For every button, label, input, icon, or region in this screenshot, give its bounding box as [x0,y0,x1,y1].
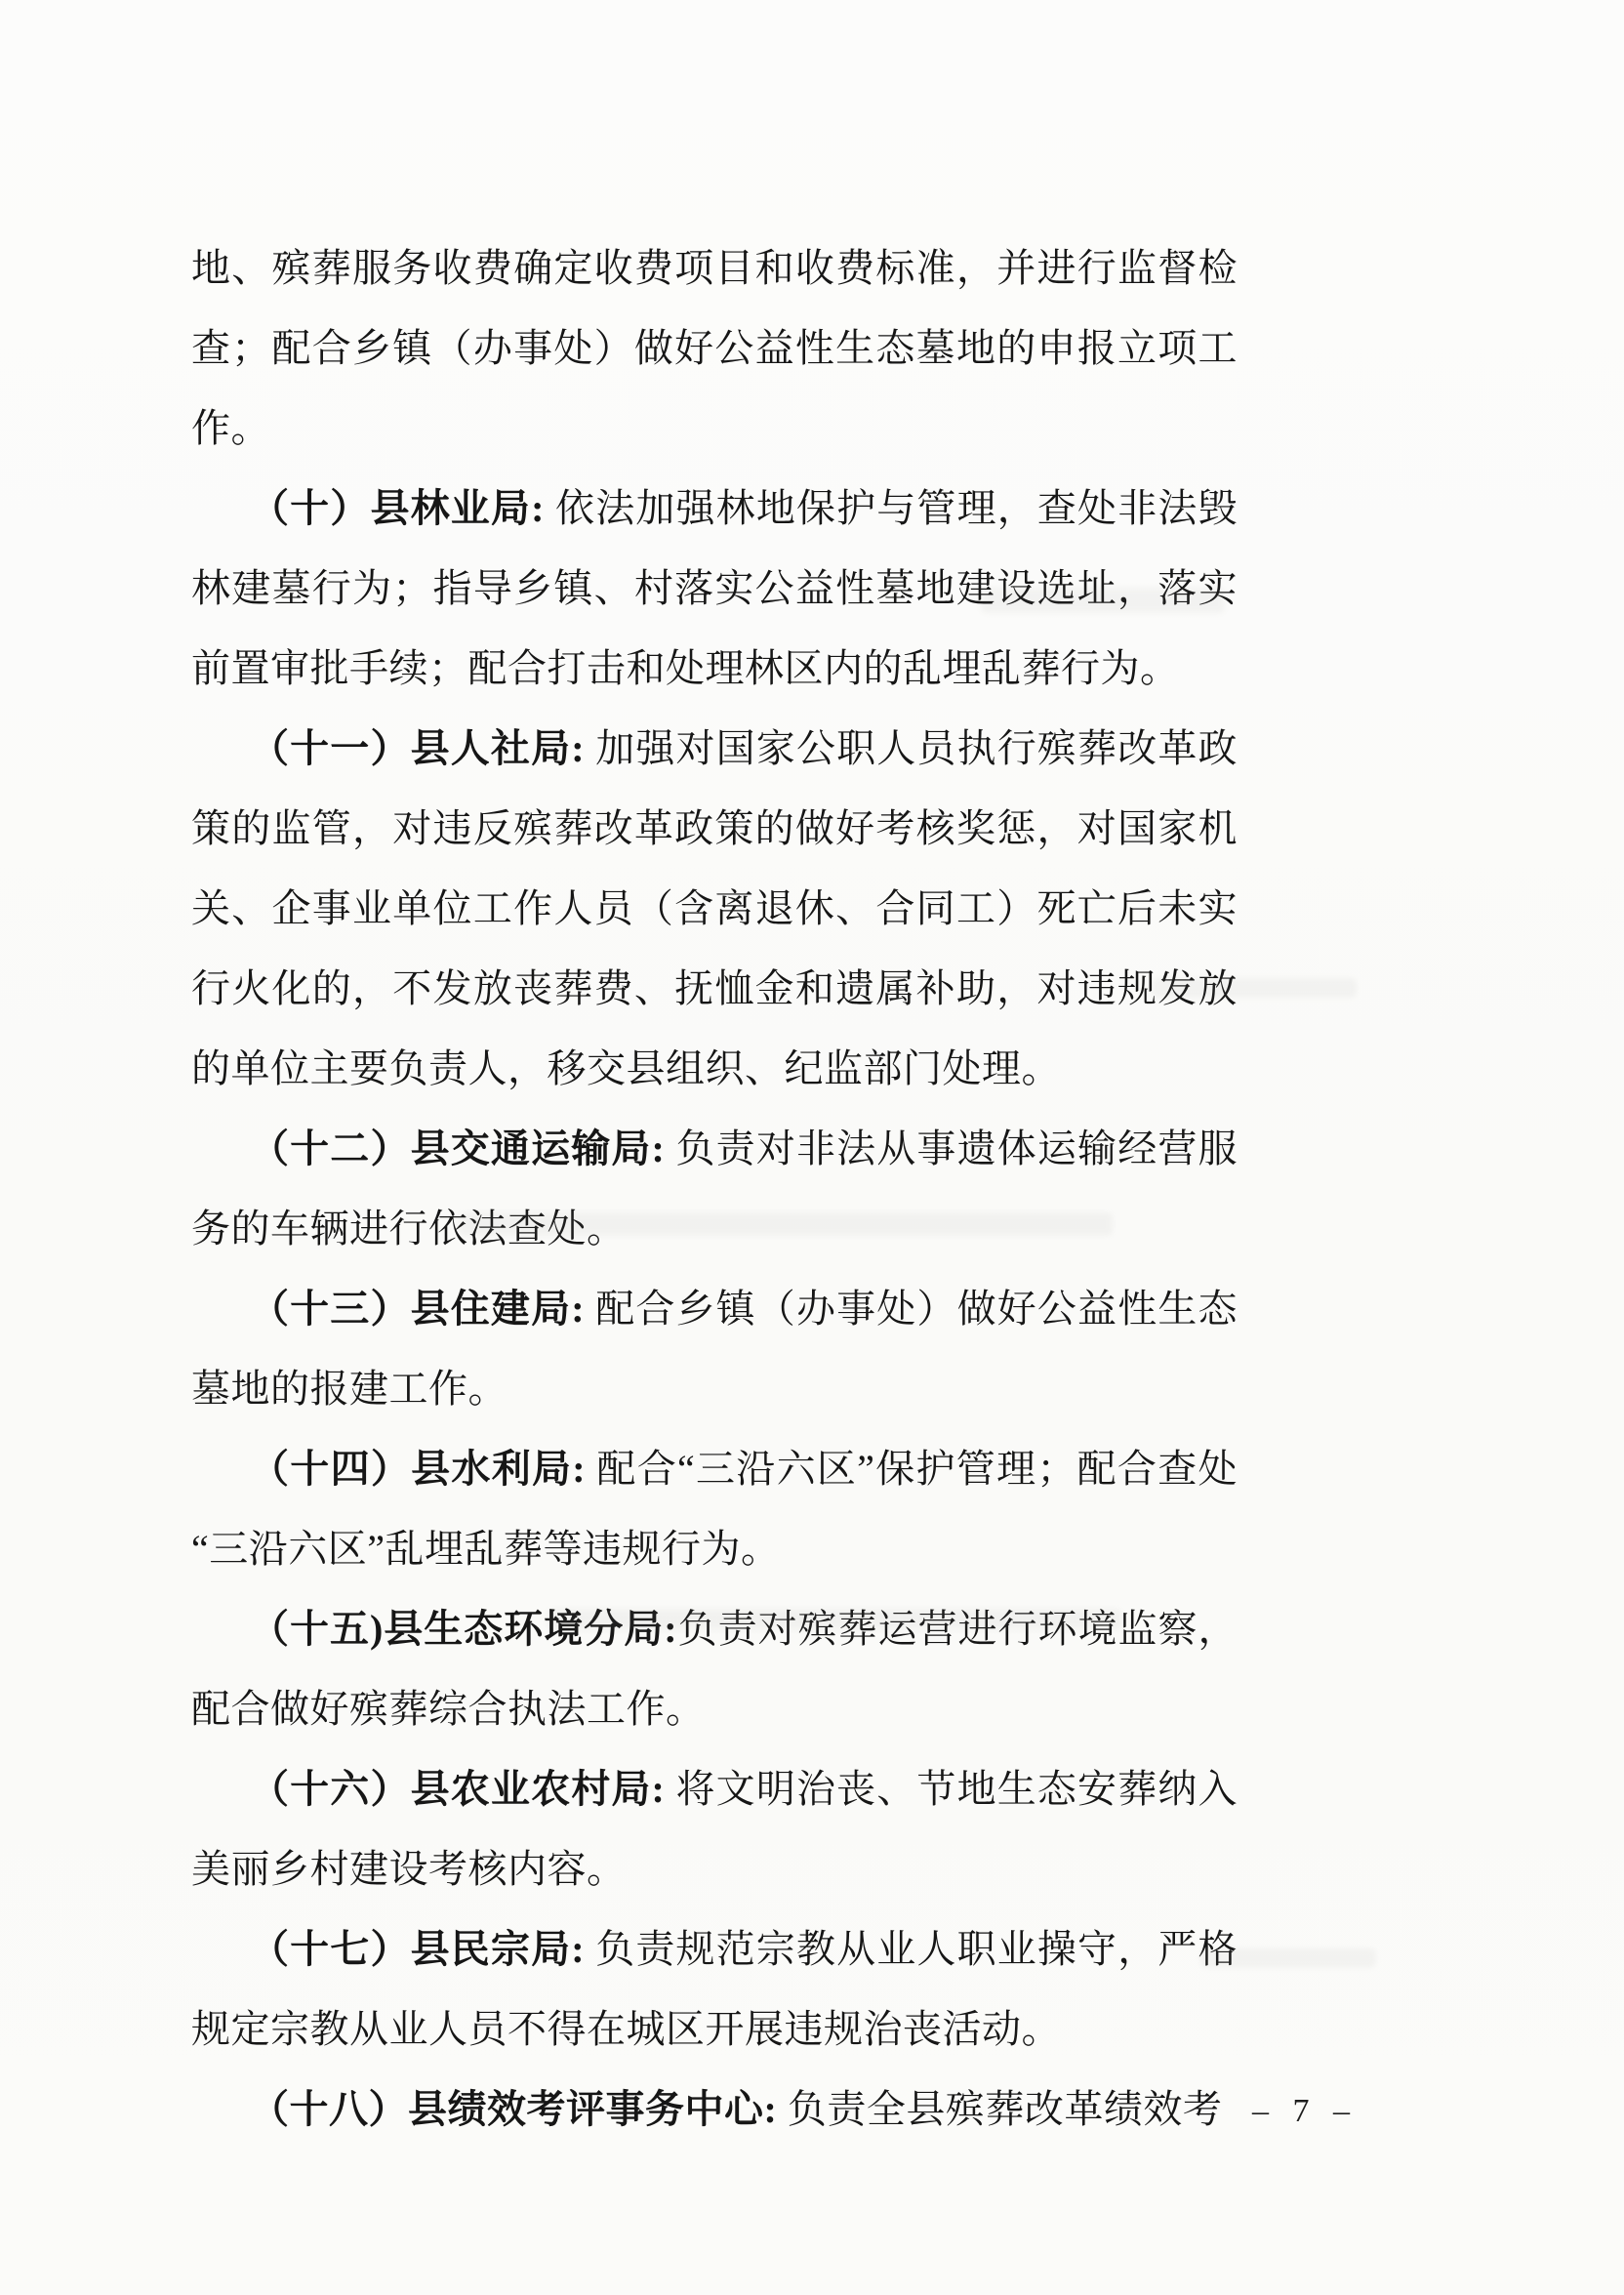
paragraph-section-11 [191,709,1238,1109]
paragraph-section-17 [191,1909,1238,2070]
paragraph-section-18 [191,2070,1238,2150]
paragraph-section-16 [191,1749,1238,1909]
paragraph-continuation [191,228,1238,469]
paragraph-text: 配合乡镇（办事处）做好公益性生态墓地的报建工作。 [191,1287,1238,1411]
document-body [191,228,1238,2150]
paragraph-section-15 [191,1589,1238,1749]
paragraph-text: 负责规范宗教从业人职业操守，严格规定宗教从业人员不得在城区开展违规治丧活动。 [191,1927,1238,2051]
paragraph-text: 地、殡葬服务收费确定收费项目和收费标准，并进行监督检查；配合乡镇（办事处）做好公益性生态墓地的申报立项工作。 [191,246,1238,450]
section-heading: （十八）县绩效考评事务中心: [250,2087,778,2131]
paragraph-section-14 [191,1429,1238,1589]
paragraph-text: 加强对国家公职人员执行殡葬改革政策的监管，对违反殡葬改革政策的做好考核奖惩，对国家机关、企事业单位工作人员（含离退休、合同工）死亡后未实行火化的，不发放丧葬费、抚恤金和遗属补助，对违规发放的单位主要负责人，移交县组织、纪监部门处理。 [191,726,1238,1090]
paragraph-text: 将文明治丧、节地生态安葬纳入美丽乡村建设考核内容。 [191,1767,1238,1891]
paragraph-text: 依法加强林地保护与管理，查处非法毁林建墓行为；指导乡镇、村落实公益性墓地建设选址，落实前置审批手续；配合打击和处理林区内的乱埋乱葬行为。 [191,486,1238,690]
paragraph-section-10 [191,469,1238,709]
paragraph-text: 配合“三沿六区”保护管理；配合查处“三沿六区”乱埋乱葬等违规行为。 [191,1447,1238,1571]
paragraph-text: 负责对殡葬运营进行环境监察，配合做好殡葬综合执法工作。 [191,1607,1238,1731]
section-heading: （十七）县民宗局: [250,1927,586,1971]
section-heading: （十四）县水利局: [250,1447,587,1491]
page-number: – 7 – [1252,2093,1358,2129]
section-heading: （十六）县农业农村局: [250,1767,666,1811]
paragraph-section-13 [191,1269,1238,1429]
paragraph-text: 负责全县殡葬改革绩效考 [777,2087,1223,2131]
section-heading: （十）县林业局: [250,486,545,530]
paragraph-section-12 [191,1109,1238,1269]
section-heading: （十五)县生态环境分局: [250,1607,678,1651]
section-heading: （十一）县人社局: [250,726,586,770]
section-heading: （十三）县住建局: [250,1287,586,1331]
paragraph-text: 负责对非法从事遗体运输经营服务的车辆进行依法查处。 [191,1127,1238,1250]
section-heading: （十二）县交通运输局: [250,1127,666,1170]
